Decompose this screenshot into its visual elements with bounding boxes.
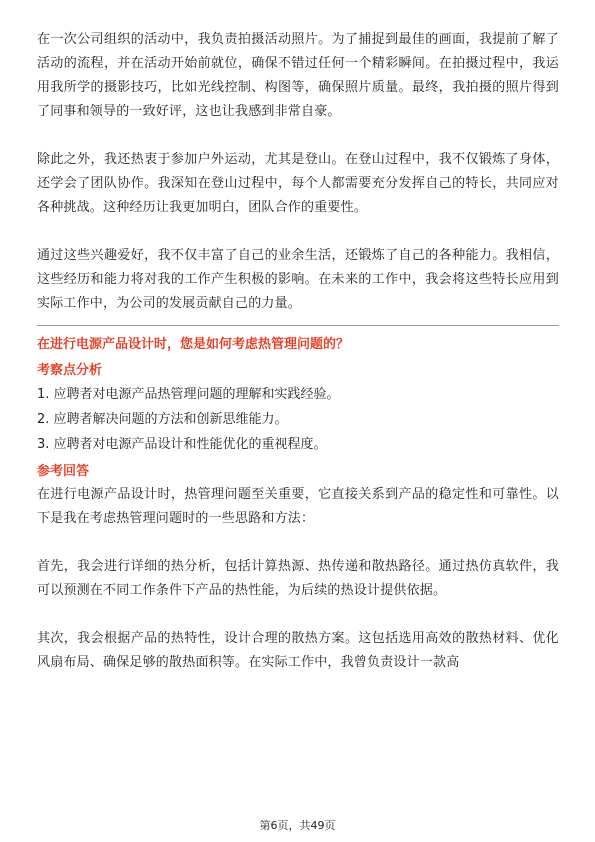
intro-paragraph-1: 在一次公司组织的活动中，我负责拍摄活动照片。为了捕捉到最佳的画面，我提前了解了活动的流程，并在活动开始前就位，确保不错过任何一个精彩瞬间。在拍摄过程中，我运用我所学的摄影技巧，比如光线控制、构图等，确保照片质量。最终，我拍摄的照片得到了同事和领导的一致好评，这也让我感到非常自豪。 bbox=[37, 32, 559, 119]
analysis-point: 2. 应聘者解决问题的方法和创新思维能力。 bbox=[37, 412, 288, 427]
analysis-point: 1. 应聘者对电源产品热管理问题的理解和实践经验。 bbox=[37, 387, 340, 402]
question-heading: 在进行电源产品设计时，您是如何考虑热管理问题的？ bbox=[37, 337, 350, 352]
section-divider bbox=[37, 325, 559, 326]
answer-paragraph-2: 首先，我会进行详细的热分析，包括计算热源、热传递和散热路径。通过热仿真软件，我可以预测在不同工作条件下产品的热性能，为后续的热设计提供依据。 bbox=[37, 559, 559, 598]
intro-paragraph-2: 除此之外，我还热衷于参加户外运动，尤其是登山。在登山过程中，我不仅锻炼了身体，还学会了团队协作。我深知在登山过程中，每个人都需要充分发挥自己的特长，共同应对各种挑战。这种经历让我更加明白，团队合作的重要性。 bbox=[37, 152, 559, 215]
page-number: 第6页，共49页 bbox=[259, 819, 336, 832]
analysis-point: 3. 应聘者对电源产品设计和性能优化的重视程度。 bbox=[37, 437, 327, 452]
page-content bbox=[37, 28, 559, 675]
answer-paragraph-1: 在进行电源产品设计时，热管理问题至关重要，它直接关系到产品的稳定性和可靠性。以下是我在考虑热管理问题时的一些思路和方法： bbox=[37, 487, 559, 526]
analysis-title: 考察点分析 bbox=[37, 363, 103, 378]
answer-title: 参考回答 bbox=[37, 464, 90, 479]
answer-paragraph-3: 其次，我会根据产品的热特性，设计合理的散热方案。这包括选用高效的散热材料、优化风扇布局、确保足够的散热面积等。在实际工作中，我曾负责设计一款高 bbox=[37, 631, 559, 670]
intro-paragraph-3: 通过这些兴趣爱好，我不仅丰富了自己的业余生活，还锻炼了自己的各种能力。我相信，这些经历和能力将对我的工作产生积极的影响。在未来的工作中，我会将这些特长应用到实际工作中，为公司的发展贡献自己的力量。 bbox=[37, 248, 559, 311]
